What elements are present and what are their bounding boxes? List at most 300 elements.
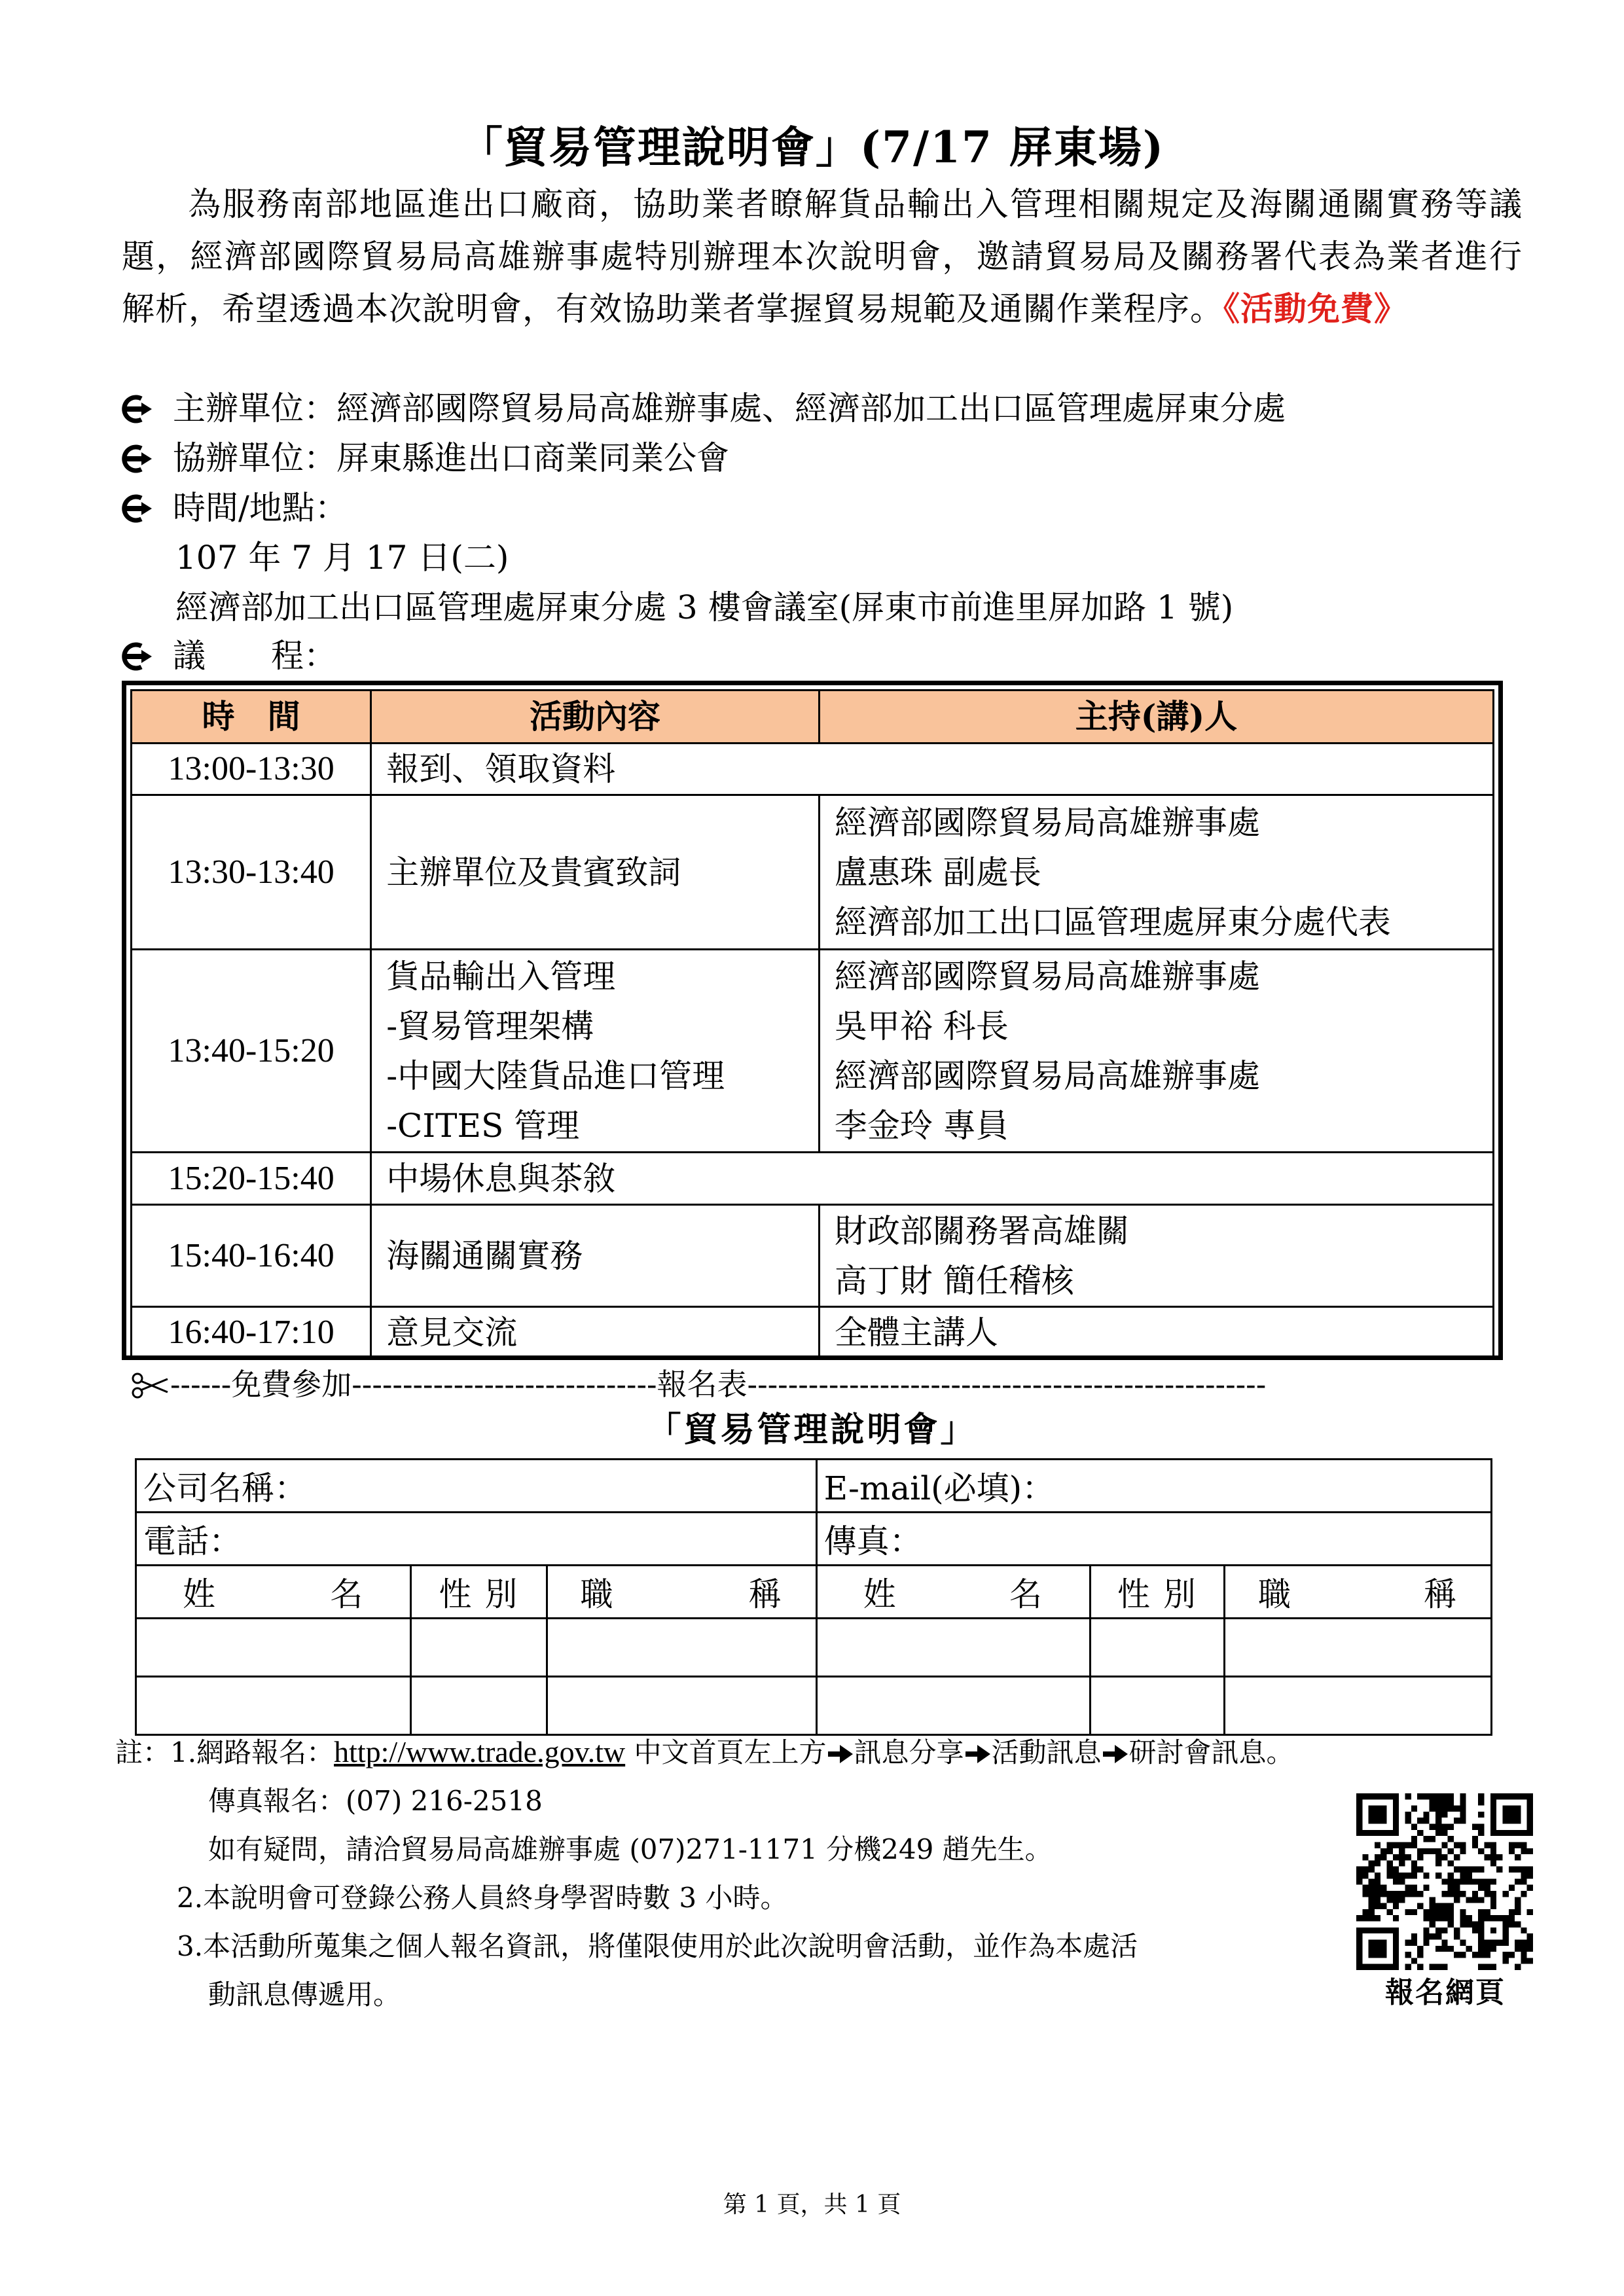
qr-module [1441,1939,1447,1945]
qr-module [1466,1946,1472,1952]
qr-module [1430,1915,1435,1921]
agenda-label: 議 程： [173,637,336,675]
host-line: 經濟部國際貿易局高雄辦事處 [834,803,1260,842]
table-row [132,744,1494,795]
attendee-title-cell[interactable] [1224,1677,1491,1735]
agenda-time: 15:40-16:40 [132,1205,371,1307]
intro-paragraph [122,178,1523,335]
qr-module [1362,1885,1368,1891]
qr-module [1387,1909,1393,1915]
qr-module [1435,1946,1441,1952]
qr-module [1399,1860,1405,1866]
qr-module [1448,1799,1454,1805]
qr-module [1454,1933,1460,1939]
table-row [132,795,1494,950]
qr-module [1454,1842,1460,1848]
attendee-gender-cell[interactable] [1090,1619,1224,1677]
qr-module [1387,1891,1393,1897]
agenda-host [819,1205,1493,1307]
arrow-right-icon [1102,1744,1129,1765]
event-venue: 經濟部加工出口區管理處屏東分處 3 樓會議室(屏東市前進里屏加路 1 號) [175,588,1234,626]
qr-module [1460,1909,1466,1915]
qr-module [1448,1915,1454,1921]
qr-module [1472,1824,1478,1830]
agenda-time: 16:40-17:10 [132,1307,371,1359]
qr-module [1448,1848,1454,1854]
qr-module [1430,1922,1435,1928]
qr-module [1435,1793,1441,1799]
qr-module [1411,1842,1417,1848]
qr-module [1411,1885,1417,1891]
qr-module [1466,1922,1472,1928]
agenda-content: 報到、領取資料 [371,744,1494,795]
attendee-title-cell[interactable] [547,1677,816,1735]
note-inquiry: 如有疑問，請洽貿易局高雄辦事處 (07)271-1171 分機249 趙先生。 [208,1833,1053,1865]
qr-module [1441,1964,1447,1970]
attendee-name-cell[interactable] [816,1619,1090,1677]
qr-module [1454,1806,1460,1812]
qr-module [1485,1909,1490,1915]
qr-module [1411,1806,1417,1812]
qr-module [1441,1812,1447,1818]
qr-module [1496,1854,1502,1860]
name-header [136,1566,411,1619]
circle-arrow-icon [115,395,156,423]
notes-prefix: 註： [115,1736,171,1768]
qr-module [1515,1878,1521,1884]
qr-module [1490,1903,1496,1909]
qr-module [1478,1867,1484,1873]
table-row [132,1205,1494,1307]
qr-module [1417,1830,1423,1836]
qr-module [1454,1854,1460,1860]
qr-module [1369,1806,1387,1824]
qr-module [1490,1854,1496,1860]
qr-module [1521,1878,1526,1884]
phone-label: 電話： [143,1522,242,1560]
content-line: -中國大陸貨品進口管理 [386,1056,725,1095]
qr-module [1423,1885,1429,1891]
qr-module [1405,1939,1411,1945]
qr-module [1405,1964,1411,1970]
qr-module [1515,1939,1521,1945]
circle-arrow-icon [115,642,156,671]
qr-module [1435,1806,1441,1812]
qr-module [1466,1897,1472,1903]
agenda-content: 海關通關實務 [371,1205,820,1307]
qr-module [1356,1915,1362,1921]
attendee-gender-cell[interactable] [411,1677,547,1735]
qr-module [1448,1903,1454,1909]
qr-module [1515,1903,1521,1909]
qr-module [1515,1964,1521,1970]
cut-line-left: ------免費參加------------------------------ [170,1367,657,1402]
qr-module [1485,1891,1490,1897]
qr-module [1405,1854,1411,1860]
qr-module [1417,1854,1423,1860]
qr-module [1515,1867,1521,1873]
qr-module [1441,1909,1447,1915]
attendee-row [136,1619,1492,1677]
qr-module [1393,1915,1399,1921]
name-header-char: 名 [1009,1575,1043,1613]
attendee-name-cell[interactable] [136,1619,411,1677]
qr-module [1423,1933,1429,1939]
qr-module [1417,1903,1423,1909]
qr-module [1527,1867,1533,1873]
qr-module [1485,1964,1490,1970]
coorganizer-text: 協辦單位：屏東縣進出口商業同業公會 [173,439,729,477]
qr-module [1502,1806,1521,1824]
qr-module [1393,1854,1399,1860]
qr-module [1485,1952,1490,1958]
qr-module [1430,1806,1435,1812]
qr-module [1435,1909,1441,1915]
agenda-header-row [132,691,1494,744]
qr-module [1423,1873,1429,1878]
qr-module [1441,1891,1447,1897]
qr-module [1430,1903,1435,1909]
qr-module [1521,1842,1526,1848]
qr-module [1441,1903,1447,1909]
qr-module [1478,1952,1484,1958]
agenda-time: 13:00-13:30 [132,744,371,795]
qr-module [1496,1867,1502,1873]
qr-module [1435,1964,1441,1970]
qr-module [1454,1885,1460,1891]
qr-module [1454,1952,1460,1958]
qr-module [1472,1878,1478,1884]
qr-module [1375,1854,1380,1860]
job-title-header [1224,1566,1491,1619]
qr-module [1460,1878,1466,1884]
qr-module [1478,1793,1484,1799]
qr-module [1375,1915,1380,1921]
qr-module [1466,1867,1472,1873]
qr-module [1472,1922,1478,1928]
qr-module [1515,1909,1521,1915]
job-title-header-char: 稱 [748,1575,783,1613]
notes-section [115,1728,1359,2019]
qr-module [1509,1867,1515,1873]
cut-line-right: --------------------------------------------------- [747,1367,1267,1402]
attendee-name-cell[interactable] [136,1677,411,1735]
page-title: 「貿易管理說明會」(7/17 屏東場) [459,122,1165,173]
qr-module [1411,1939,1417,1945]
qr-module [1448,1878,1454,1884]
cut-line-label: 報名表 [657,1367,748,1402]
organizer-text: 主辦單位：經濟部國際貿易局高雄辦事處、經濟部加工出口區管理處屏東分處 [173,389,1286,427]
qr-module [1521,1946,1526,1952]
note-1-path: 研討會訊息。 [1128,1736,1294,1768]
qr-module [1448,1885,1454,1891]
qr-module [1399,1878,1405,1884]
qr-module [1527,1848,1533,1854]
qr-module [1478,1799,1484,1805]
qr-module [1399,1842,1405,1848]
qr-module [1460,1812,1466,1818]
name-header-char: 姓 [183,1575,217,1613]
qr-module [1356,1873,1362,1878]
attendee-title-cell[interactable] [547,1619,816,1677]
qr-module [1411,1933,1417,1939]
qr-module [1405,1891,1411,1897]
gender-header: 性 別 [411,1566,547,1619]
qr-module [1411,1958,1417,1964]
email-label: E-mail(必填)： [823,1469,1055,1507]
content-line: 貨品輸出入管理 [386,957,616,996]
qr-module [1490,1860,1496,1866]
job-title-header-char: 職 [580,1575,615,1613]
qr-module [1430,1824,1435,1830]
qr-module [1527,1909,1533,1915]
qr-module [1430,1964,1435,1970]
qr-module [1417,1867,1423,1873]
qr-module [1485,1854,1490,1860]
qr-module [1369,1867,1375,1873]
qr-module [1490,1878,1496,1884]
qr-module [1485,1842,1490,1848]
host-line: 吳甲裕 科長 [834,1007,1009,1045]
qr-module [1399,1897,1405,1903]
qr-module [1478,1848,1484,1854]
host-line: 盧惠珠 副處長 [834,853,1041,891]
content-line: -貿易管理架構 [386,1007,594,1045]
qr-module [1435,1873,1441,1878]
circle-arrow-icon [115,494,156,523]
qr-module [1405,1885,1411,1891]
note-fax-signup: 傳真報名：(07) 216-2518 [208,1785,543,1817]
content-line: -CITES 管理 [386,1106,580,1145]
qr-module [1430,1793,1435,1799]
qr-module [1411,1867,1417,1873]
qr-module [1466,1915,1472,1921]
qr-module [1430,1799,1435,1805]
qr-module [1521,1952,1526,1958]
qr-module [1435,1812,1441,1818]
qr-module [1490,1842,1496,1848]
qr-module [1478,1964,1484,1970]
qr-module [1472,1952,1478,1958]
qr-module [1454,1897,1460,1903]
qr-module [1393,1842,1399,1848]
qr-module [1375,1873,1380,1878]
qr-module [1380,1854,1386,1860]
qr-module [1399,1848,1405,1854]
qr-module [1460,1793,1466,1799]
qr-module [1411,1836,1417,1842]
qr-module [1380,1903,1386,1909]
email-field[interactable] [816,1460,1491,1513]
header-time: 時 間 [132,691,371,744]
qr-module [1430,1836,1435,1842]
arrow-right-icon [827,1744,854,1765]
qr-module [1387,1867,1393,1873]
attendee-title-cell[interactable] [1224,1619,1491,1677]
form-row [136,1460,1492,1513]
qr-module [1460,1939,1466,1945]
qr-module [1362,1909,1368,1915]
qr-module [1441,1799,1447,1805]
registration-form [135,1458,1492,1736]
name-header [816,1566,1090,1619]
qr-module [1411,1860,1417,1866]
qr-module [1454,1818,1460,1823]
qr-module [1375,1891,1380,1897]
qr-module [1417,1946,1423,1952]
note-3-cont: 動訊息傳遞用。 [208,1979,401,2011]
qr-module [1362,1867,1368,1873]
note-1-label: 1.網路報名： [170,1736,334,1768]
cut-line [131,1361,1506,1407]
form-header-row [136,1566,1492,1619]
qr-module [1435,1830,1441,1836]
qr-module [1393,1873,1399,1878]
qr-module [1448,1891,1454,1897]
qr-module [1502,1952,1508,1958]
qr-module [1448,1836,1454,1842]
qr-module [1435,1903,1441,1909]
qr-module [1399,1891,1405,1897]
note-1-path: 中文首頁左上方 [634,1736,827,1768]
qr-module [1356,1878,1362,1884]
agenda-content: 中場休息與茶敘 [371,1153,1494,1205]
agenda-host [819,950,1493,1153]
qr-module [1509,1922,1515,1928]
attendee-gender-cell[interactable] [411,1619,547,1677]
qr-module [1472,1891,1478,1897]
qr-module [1441,1915,1447,1921]
qr-module [1387,1842,1393,1848]
qr-module [1521,1891,1526,1897]
trade-website-link[interactable]: http://www.trade.gov.tw [334,1735,626,1768]
qr-module [1478,1878,1484,1884]
qr-module [1369,1891,1375,1897]
agenda-content: 主辦單位及貴賓致詞 [371,795,820,950]
host-line: 財政部關務署高雄關 [834,1211,1129,1250]
qr-module [1441,1878,1447,1884]
agenda-table [130,689,1494,1359]
header-content: 活動內容 [371,691,820,744]
qr-module [1423,1836,1429,1842]
qr-module [1375,1842,1380,1848]
agenda-host [819,795,1493,950]
attendee-gender-cell[interactable] [1090,1677,1224,1735]
qr-module [1490,1964,1496,1970]
qr-module [1448,1824,1454,1830]
note-1 [115,1728,1359,1777]
qr-code-icon[interactable] [1356,1793,1533,1970]
qr-module [1515,1842,1521,1848]
qr-module [1405,1952,1411,1958]
qr-module [1460,1799,1466,1805]
qr-module [1399,1854,1405,1860]
job-title-header-char: 職 [1257,1575,1292,1613]
table-row [132,950,1494,1153]
time-place-label: 時間/地點： [173,489,348,527]
phone-field[interactable] [136,1513,817,1566]
form-title: 「貿易管理說明會」 [647,1410,977,1450]
qr-module [1423,1848,1429,1854]
qr-module [1362,1891,1368,1897]
qr-module [1490,1891,1496,1897]
qr-module [1521,1939,1526,1945]
qr-module [1448,1860,1454,1866]
qr-module [1393,1891,1399,1897]
attendee-name-cell[interactable] [816,1677,1090,1735]
qr-module [1417,1964,1423,1970]
agenda-host: 全體主講人 [819,1307,1493,1359]
qr-module [1454,1867,1460,1873]
qr-module [1417,1793,1423,1799]
agenda-label-line [115,630,336,682]
qr-module [1435,1818,1441,1823]
qr-module [1515,1854,1521,1860]
qr-module [1441,1842,1447,1848]
qr-module [1417,1848,1423,1854]
qr-module [1448,1946,1454,1952]
qr-module [1490,1946,1496,1952]
qr-module [1369,1897,1375,1903]
qr-module [1527,1933,1533,1939]
qr-module [1405,1842,1411,1848]
job-title-header [547,1566,816,1619]
qr-module [1472,1897,1478,1903]
qr-module [1411,1873,1417,1878]
qr-module [1441,1824,1447,1830]
qr-module [1387,1873,1393,1878]
qr-module [1485,1878,1490,1884]
qr-module [1423,1909,1429,1915]
qr-module [1387,1848,1393,1854]
qr-module [1521,1958,1526,1964]
qr-module [1375,1897,1380,1903]
qr-module [1417,1952,1423,1958]
table-row [132,1307,1494,1359]
qr-module [1375,1885,1380,1891]
qr-module [1393,1897,1399,1903]
qr-module [1521,1873,1526,1878]
qr-module [1460,1915,1466,1921]
qr-module [1502,1958,1508,1964]
scissors-icon [131,1372,170,1399]
qr-module [1460,1806,1466,1812]
company-name-field[interactable] [136,1460,817,1513]
agenda-time: 13:30-13:40 [132,795,371,950]
qr-module [1380,1885,1386,1891]
qr-module [1460,1867,1466,1873]
gender-header: 性 別 [1090,1566,1224,1619]
qr-module [1448,1793,1454,1799]
qr-module [1448,1909,1454,1915]
host-line: 經濟部加工出口區管理處屏東分處代表 [834,903,1391,941]
fax-field[interactable] [816,1513,1491,1566]
qr-module [1478,1946,1484,1952]
qr-module [1478,1812,1484,1818]
note-2: 2.本說明會可登錄公務人員終身學習時數 3 小時。 [177,1882,788,1914]
qr-module [1509,1952,1515,1958]
qr-module [1478,1885,1484,1891]
qr-module [1417,1891,1423,1897]
qr-label: 報名網頁 [1385,1976,1506,2009]
qr-module [1411,1891,1417,1897]
qr-module [1430,1909,1435,1915]
qr-module [1441,1793,1447,1799]
qr-module [1430,1933,1435,1939]
qr-module [1478,1824,1484,1830]
qr-module [1435,1915,1441,1921]
qr-module [1448,1806,1454,1812]
